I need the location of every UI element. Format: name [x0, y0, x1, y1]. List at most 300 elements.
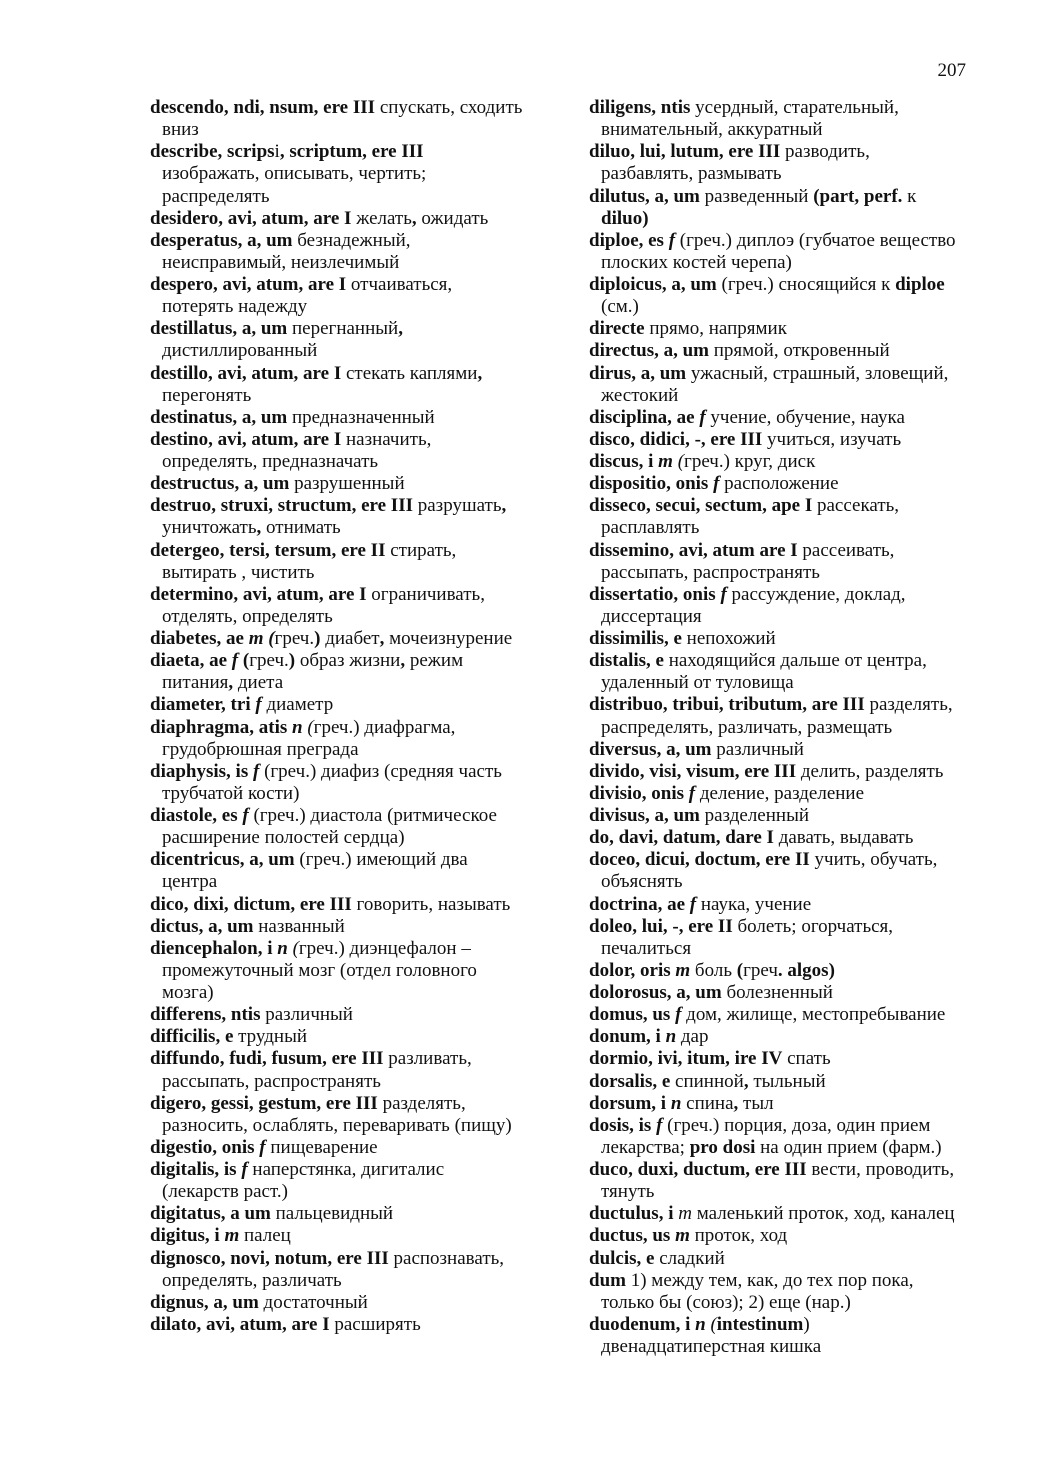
dictionary-entry — [150, 1093, 542, 1137]
definition-text: сладкий — [654, 1247, 725, 1269]
italic-mark: ( — [307, 716, 314, 738]
latin-term: digestio, onis — [150, 1136, 260, 1158]
latin-term: doctrina, ae — [589, 893, 690, 915]
dictionary-entry — [589, 141, 989, 185]
definition-text: печалиться — [601, 937, 692, 959]
dictionary-entry — [150, 761, 542, 805]
definition-text: уничтожать — [162, 517, 257, 539]
definition-text: безнадежный, — [292, 229, 411, 251]
latin-term: desperatus, a, um — [150, 229, 293, 251]
latin-term: dico, dixi, dictum, ere III — [150, 893, 352, 915]
definition-text: питания — [162, 672, 229, 694]
dictionary-entry — [150, 230, 542, 274]
entry-line — [589, 340, 989, 362]
gender-marker: f — [252, 760, 260, 782]
dictionary-entry — [150, 717, 542, 761]
entry-line — [150, 938, 542, 960]
definition-text: тыльный — [748, 1070, 826, 1092]
entry-line — [589, 584, 989, 606]
entry-line — [589, 163, 989, 185]
latin-term: donum, i — [589, 1026, 666, 1048]
latin-term: . algos) — [777, 959, 835, 981]
dictionary-entry — [589, 827, 989, 849]
entry-line — [589, 805, 989, 827]
dictionary-entry — [589, 894, 989, 916]
definition-text: разносить, ослаблять, переваривать (пищу) — [162, 1114, 512, 1136]
latin-term: digitatus, a um — [150, 1203, 271, 1225]
definition-text: (греч.) диплоэ (губчатое вещество — [675, 229, 956, 251]
latin-term: difficilis, e — [150, 1026, 234, 1048]
latin-term: dolor, oris — [589, 959, 676, 981]
latin-term: doleo, lui, -, ere II — [589, 915, 733, 937]
dictionary-entry — [150, 407, 542, 429]
italic-mark: ( — [710, 1313, 717, 1335]
gender-marker: m — [658, 451, 673, 472]
latin-term: diaeta, ae — [150, 650, 232, 672]
latin-term: ) — [314, 628, 321, 649]
latin-term: diencephalon, i — [150, 937, 278, 959]
dictionary-entry — [589, 584, 989, 628]
latin-term: digitalis, is — [150, 1159, 242, 1180]
latin-term: diaphragma, atis — [150, 716, 292, 738]
entry-line — [150, 960, 542, 982]
dictionary-entry — [150, 584, 542, 628]
latin-term: directe — [589, 318, 645, 340]
latin-term: dissimilis, e — [589, 628, 682, 649]
entry-line — [150, 894, 542, 916]
latin-term: divido, visi, visum, ere III — [589, 760, 797, 782]
latin-term: doceo, dicui, doctum, ere II — [589, 849, 810, 871]
latin-term: , — [411, 207, 417, 229]
entry-line — [589, 1181, 989, 1203]
definition-text: ужасный, страшный, зловещий, — [686, 362, 949, 384]
gender-marker: f — [713, 473, 720, 495]
dictionary-entry — [150, 1203, 542, 1225]
dictionary-entry — [150, 1314, 542, 1336]
entry-line — [150, 739, 542, 761]
entry-line — [150, 1137, 542, 1159]
dictionary-entry — [589, 1004, 989, 1026]
definition-text: тянуть — [601, 1181, 655, 1203]
latin-term: domus, us — [589, 1004, 676, 1026]
latin-term: dorsum, i — [589, 1092, 671, 1114]
definition-text: учить, обучать, — [809, 849, 938, 871]
definition-text: (греч.) имеющий два — [294, 849, 468, 871]
definition-text: разбавлять, размывать — [601, 163, 782, 185]
entry-line — [150, 1048, 542, 1070]
definition-text: вниз — [162, 119, 199, 141]
entry-line — [589, 1093, 989, 1115]
entry-line — [589, 1115, 989, 1137]
entry-line — [589, 894, 989, 916]
dictionary-entry — [589, 739, 989, 761]
entry-line — [150, 429, 542, 451]
dictionary-entry — [150, 97, 542, 141]
dictionary-entry — [150, 274, 542, 318]
definition-text: удаленный от туловища — [601, 672, 794, 694]
definition-text: назначить, — [341, 428, 432, 450]
entry-line — [150, 186, 542, 208]
definition-text: различный — [260, 1004, 353, 1026]
definition-text: разводить, — [780, 141, 870, 163]
latin-term: , — [477, 362, 483, 384]
definition-text: расплавлять — [601, 517, 700, 539]
definition-text: мочеизнурение — [384, 628, 513, 649]
definition-text: греч — [743, 959, 778, 981]
gender-marker: f — [241, 1159, 248, 1180]
definition-text: внимательный, аккуратный — [601, 119, 823, 141]
dictionary-entry — [150, 1248, 542, 1292]
definition-text: пищеварение — [265, 1136, 378, 1158]
latin-term: diabetes, ae — [150, 628, 249, 649]
entry-line — [589, 1336, 989, 1358]
latin-term: dilato, avi, atum, are I — [150, 1313, 330, 1335]
entry-line — [150, 1093, 542, 1115]
latin-term: dispositio, onis — [589, 473, 714, 495]
latin-term: , — [398, 318, 403, 340]
entry-line — [150, 540, 542, 562]
latin-term: discus, i — [589, 451, 659, 472]
definition-text: отчаиваться, — [346, 274, 453, 295]
latin-term: , — [228, 672, 234, 694]
dictionary-entry — [589, 783, 989, 805]
gender-marker: m — [675, 959, 691, 981]
dictionary-entry — [589, 495, 989, 539]
gender-marker: n — [695, 1313, 706, 1335]
entry-line — [589, 783, 989, 805]
definition-text: прямо, напрямик — [644, 318, 787, 340]
definition-text: разделенный — [699, 805, 810, 826]
latin-term: destillatus, a, um — [150, 318, 288, 340]
gender-marker: f — [231, 650, 239, 672]
definition-text: отнимать — [261, 517, 341, 539]
definition-text: (греч.) сносящийся к — [716, 274, 896, 295]
latin-term: diaphysis, is — [150, 760, 253, 782]
dictionary-entry — [589, 230, 989, 274]
dictionary-entry — [150, 1225, 542, 1247]
definition-text: греч. — [249, 650, 289, 672]
definition-text: учение, обучение, наука — [705, 406, 905, 428]
entry-line — [589, 318, 989, 340]
entry-line — [589, 982, 989, 1004]
gender-marker: m — [224, 1225, 240, 1247]
definition-text: промежуточный мозг (отдел головного — [162, 959, 477, 981]
entry-line — [589, 761, 989, 783]
definition-text: мозга) — [162, 982, 214, 1003]
definition-text: трудный — [233, 1026, 307, 1048]
definition-text: образ жизни — [295, 650, 401, 672]
latin-term: duodenum, i — [589, 1313, 696, 1335]
latin-term: , — [733, 1092, 739, 1114]
definition-text: 1) между тем, как, до тех пор пока, — [625, 1269, 914, 1291]
definition-text: разливать, — [383, 1048, 472, 1070]
entry-line — [150, 1270, 542, 1292]
definition-text: (греч.) диастола (ритмическое — [248, 805, 497, 826]
page-number: 207 — [937, 60, 966, 81]
definition-text: разделять, — [377, 1092, 466, 1114]
entry-line — [150, 1248, 542, 1270]
definition-text: болеть; огорчаться, — [732, 915, 894, 937]
definition-text: деление, разделение — [695, 782, 865, 804]
definition-text: учиться, изучать — [762, 428, 902, 450]
definition-text: неисправимый, неизлечимый — [162, 251, 400, 273]
entry-line — [589, 916, 989, 938]
entry-line — [589, 230, 989, 252]
entry-line — [589, 495, 989, 517]
latin-term: determino, avi, atum, are I — [150, 583, 367, 605]
definition-text: диабет — [320, 628, 380, 649]
definition-text: определять, предназначать — [162, 451, 379, 472]
latin-term: diffundo, fudi, fusum, ere III — [150, 1048, 384, 1070]
definition-text: желать — [351, 207, 412, 229]
gender-marker: f — [720, 583, 727, 605]
dictionary-entry — [150, 894, 542, 916]
definition-text: диаметр — [261, 694, 334, 716]
dictionary-entry — [589, 1203, 989, 1225]
definition-text: различный — [711, 738, 804, 760]
entry-line — [589, 739, 989, 761]
entry-line — [150, 318, 542, 340]
definition-text: пальцевидный — [270, 1203, 394, 1225]
definition-text: (греч.) диафиз (средняя часть — [259, 760, 502, 782]
gender-marker: n — [292, 716, 303, 738]
entry-line — [589, 1225, 989, 1247]
definition-text: диссертация — [601, 605, 702, 627]
entry-line — [589, 1203, 989, 1225]
latin-term: dilutus, a, um — [589, 185, 700, 207]
latin-term: descendo, ndi, nsum, ere III — [150, 97, 376, 118]
latin-term: diploicus, a, um — [589, 274, 717, 295]
definition-text: усердный, старательный, — [690, 97, 899, 118]
italic-mark: ( — [292, 937, 299, 959]
dictionary-entry — [150, 628, 542, 650]
dictionary-entry — [589, 540, 989, 584]
gender-marker: n — [665, 1026, 677, 1048]
definition-text: (греч.) порция, доза, один прием — [662, 1114, 931, 1136]
definition-text: рассыпать, распространять — [162, 1070, 381, 1092]
definition-text: изображать, описывать, чертить; — [162, 163, 427, 185]
entry-line — [150, 650, 542, 672]
definition-text: разрушенный — [289, 473, 405, 495]
entry-line — [589, 1071, 989, 1093]
dictionary-entry — [589, 1314, 989, 1358]
definition-text: ) — [803, 1313, 810, 1335]
gender-marker: n — [277, 937, 288, 959]
latin-term: ductulus, i — [589, 1203, 679, 1225]
definition-text: расширение полостей сердца) — [162, 827, 405, 849]
definition-text: греч.) диафрагма, — [313, 716, 456, 738]
latin-term: destruo, struxi, structum, ere III — [150, 495, 413, 517]
definition-text: наука, учение — [696, 893, 812, 915]
latin-term: dignosco, novi, notum, ere III — [150, 1247, 389, 1269]
definition-text: режим — [405, 650, 464, 672]
dictionary-entry — [589, 97, 989, 141]
definition-text: предназначенный — [287, 406, 435, 428]
definition-text: спать — [782, 1048, 831, 1070]
entry-line — [150, 517, 542, 539]
latin-term: digero, gessi, gestum, ere III — [150, 1092, 378, 1114]
entry-line — [589, 186, 989, 208]
latin-term: dorsalis, e — [589, 1070, 671, 1092]
definition-text: лекарства; — [601, 1136, 690, 1158]
dictionary-entry — [589, 473, 989, 495]
latin-term: disco, didici, -, ere III — [589, 428, 763, 450]
latin-term: dormio, ivi, itum, ire IV — [589, 1048, 783, 1070]
latin-term: destinatus, a, um — [150, 406, 288, 428]
latin-term: detergeo, tersi, tersum, ere II — [150, 539, 386, 561]
definition-text: названный — [253, 915, 345, 937]
entry-line — [150, 208, 542, 230]
latin-term: diameter, tri — [150, 694, 256, 716]
entry-line — [589, 517, 989, 539]
definition-text: дар — [676, 1026, 709, 1048]
definition-text: греч.) круг, диск — [684, 451, 816, 472]
dictionary-entry — [150, 1137, 542, 1159]
latin-term: , — [501, 495, 507, 517]
entry-line — [589, 849, 989, 871]
dictionary-entry — [589, 318, 989, 340]
entry-line — [589, 473, 989, 495]
latin-term: pro dosi — [689, 1136, 756, 1158]
entry-line — [150, 562, 542, 584]
latin-term: do, davi, datum, dare I — [589, 827, 774, 849]
dictionary-entry — [589, 451, 989, 473]
dictionary-entry — [150, 363, 542, 407]
latin-term: dicentricus, a, um — [150, 849, 295, 871]
latin-term: divisus, a, um — [589, 805, 700, 826]
gender-marker: f — [675, 1004, 682, 1026]
entry-line — [150, 1071, 542, 1093]
dictionary-entry — [150, 429, 542, 473]
definition-text: стирать, — [385, 539, 457, 561]
latin-term: ) — [288, 650, 296, 672]
entry-line — [150, 805, 542, 827]
latin-term: dirus, a, um — [589, 362, 687, 384]
definition-text: ограничивать, — [366, 583, 485, 605]
dictionary-entry — [150, 318, 542, 362]
gender-marker: f — [242, 805, 249, 826]
entry-line — [589, 252, 989, 274]
definition-text: отделять, определять — [162, 605, 333, 627]
definition-text: рассеивать, — [797, 539, 895, 561]
gender-marker: f — [689, 893, 697, 915]
dictionary-entry — [589, 1048, 989, 1070]
gender-marker: f — [259, 1136, 266, 1158]
dictionary-entry — [150, 1026, 542, 1048]
definition-text: маленький проток, ход, каналец — [691, 1203, 955, 1225]
dictionary-entry — [150, 208, 542, 230]
entry-line — [589, 650, 989, 672]
latin-term: destructus, a, um — [150, 473, 290, 495]
entry-line — [150, 584, 542, 606]
entry-line — [150, 119, 542, 141]
definition-text: объяснять — [601, 871, 683, 893]
entry-line — [589, 1026, 989, 1048]
dictionary-entry — [589, 1225, 989, 1247]
dictionary-entry — [589, 1115, 989, 1159]
latin-term: disseco, secui, sectum, ape I — [589, 495, 813, 517]
definition-text: спускать, сходить — [375, 97, 523, 118]
latin-term: distribuo, tribui, tributum, are III — [589, 694, 865, 716]
entry-line — [589, 871, 989, 893]
definition-text: расширять — [329, 1313, 421, 1335]
definition-text: разрушать — [413, 495, 502, 517]
definition-text: только бы (союз); 2) еще (нар.) — [601, 1291, 851, 1313]
dictionary-entry — [589, 694, 989, 738]
definition-text: распределять, различать, размещать — [601, 716, 893, 738]
dictionary-entry — [589, 761, 989, 783]
dictionary-entry — [150, 849, 542, 893]
latin-term: , scriptum, ere III — [279, 141, 424, 163]
latin-term: destillo, avi, atum, are I — [150, 362, 342, 384]
italic-mark: m — [678, 1203, 692, 1225]
definition-text: непохожий — [681, 628, 776, 649]
dictionary-entry — [150, 473, 542, 495]
definition-text: прямой, откровенный — [708, 340, 890, 362]
entry-line — [150, 871, 542, 893]
latin-term: (part, perf. — [813, 185, 903, 207]
definition-text: потерять надежду — [162, 296, 308, 318]
entry-line — [589, 1004, 989, 1026]
entry-line — [150, 252, 542, 274]
dictionary-entry — [589, 960, 989, 982]
definition-text: говорить, называть — [351, 893, 511, 915]
definition-text: достаточный — [258, 1291, 368, 1313]
dictionary-entry — [589, 916, 989, 960]
entry-line — [150, 982, 542, 1004]
entry-line — [150, 274, 542, 296]
entry-line — [150, 606, 542, 628]
latin-term: diploe, es — [589, 229, 669, 251]
definition-text: рассыпать, распространять — [601, 561, 820, 583]
definition-text: на один прием (фарм.) — [755, 1136, 942, 1158]
dictionary-entry — [589, 805, 989, 827]
entry-line — [589, 1137, 989, 1159]
latin-term: diastole, es — [150, 805, 243, 826]
latin-term: digitus, i — [150, 1225, 225, 1247]
entry-line — [589, 717, 989, 739]
latin-term: describe, scrips — [150, 141, 275, 163]
dictionary-entry — [150, 1048, 542, 1092]
definition-text: разведенный — [699, 185, 814, 207]
dictionary-entry — [150, 916, 542, 938]
latin-term: distalis, e — [589, 650, 664, 672]
entry-line — [150, 628, 542, 650]
entry-line — [150, 916, 542, 938]
definition-text: греч.) диэнцефалон – — [298, 937, 471, 959]
latin-term: , — [256, 517, 262, 539]
entry-line — [150, 672, 542, 694]
entry-line — [589, 938, 989, 960]
latin-term: ductus, us — [589, 1225, 676, 1247]
dictionary-entry — [150, 805, 542, 849]
entry-line — [589, 208, 989, 230]
definition-text: давать, выдавать — [773, 827, 914, 849]
definition-text: диета — [233, 672, 284, 694]
definition-text: палец — [239, 1225, 291, 1247]
dictionary-entry — [589, 1093, 989, 1115]
definition-text: двенадцатиперстная кишка — [601, 1336, 822, 1357]
left-column — [150, 97, 542, 1336]
definition-text: стекать каплями — [341, 362, 478, 384]
entry-line — [150, 1292, 542, 1314]
definition-text: грудобрюшная преграда — [162, 738, 359, 760]
dictionary-entry — [589, 186, 989, 230]
entry-line — [589, 97, 989, 119]
entry-line — [589, 1248, 989, 1270]
dictionary-entry — [589, 982, 989, 1004]
latin-term: directus, a, um — [589, 340, 709, 362]
